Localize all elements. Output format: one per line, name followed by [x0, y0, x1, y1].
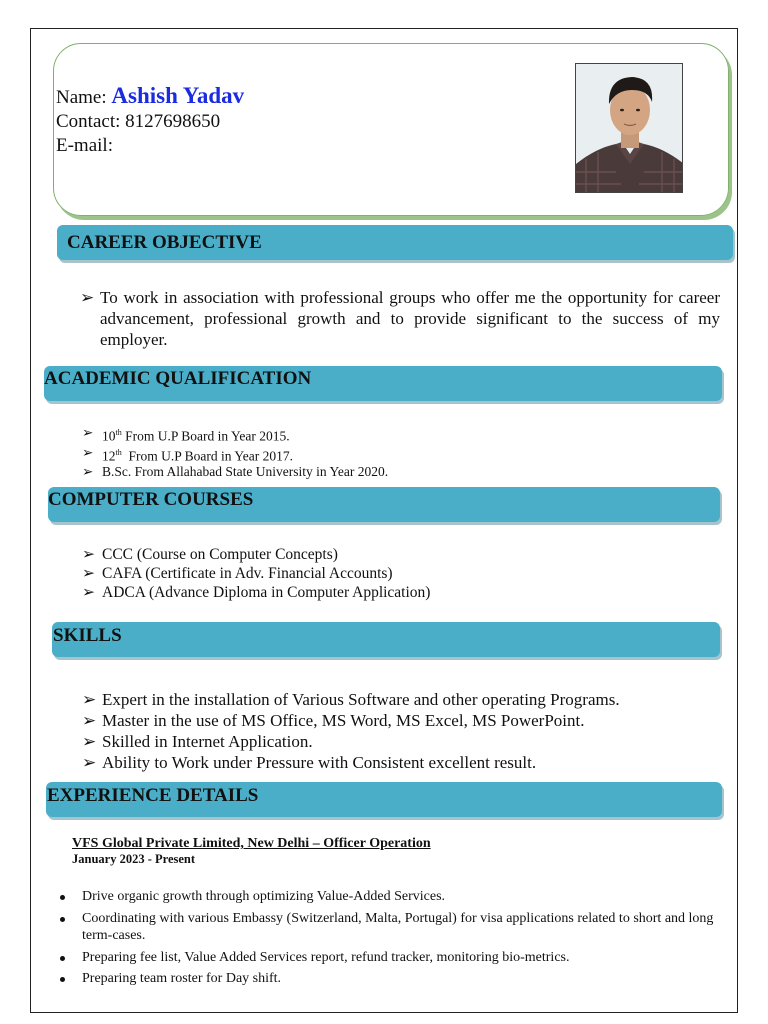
list-item	[60, 910, 740, 945]
bullet-dot-icon	[60, 956, 65, 961]
qualification-text: B.Sc. From Allahabad State University in Year 2020.	[102, 464, 389, 479]
academic-list	[82, 425, 682, 480]
list-item	[82, 425, 682, 445]
email-line	[56, 135, 113, 157]
profile-photo	[575, 63, 683, 193]
objective-text: To work in association with professional groups who offer me the opportunity for career advancement, professional growth and to provide significant to the success of my employer.	[100, 288, 720, 349]
list-item	[60, 888, 740, 906]
contact-label: Contact:	[56, 111, 121, 132]
skill-text: Skilled in Internet Application.	[102, 732, 313, 751]
qualification-suffix: th	[115, 447, 122, 457]
list-item	[82, 752, 702, 773]
arrow-bullet-icon: ➢	[80, 288, 95, 307]
skills-list	[82, 689, 702, 773]
skill-text: Expert in the installation of Various Software and other operating Programs.	[102, 690, 620, 709]
qualification-number: 10	[102, 428, 116, 444]
skill-text: Ability to Work under Pressure with Consistent excellent result.	[102, 753, 537, 772]
section-title-computer-courses: COMPUTER COURSES	[48, 489, 254, 510]
employment-period: January 2023 - Present	[72, 852, 196, 866]
section-title-skills: SKILLS	[53, 625, 122, 646]
list-item	[82, 564, 682, 583]
duty-text: Preparing team roster for Day shift.	[82, 971, 282, 986]
career-objective-list	[80, 287, 720, 350]
arrow-bullet-icon: ➢	[82, 464, 94, 479]
course-text: ADCA (Advance Diploma in Computer Application)	[102, 584, 431, 601]
arrow-bullet-icon: ➢	[82, 711, 97, 730]
arrow-bullet-icon: ➢	[82, 425, 94, 440]
contact-line	[56, 111, 220, 133]
arrow-bullet-icon: ➢	[82, 732, 97, 751]
list-item	[82, 583, 682, 602]
arrow-bullet-icon: ➢	[82, 753, 97, 772]
list-item	[60, 970, 740, 988]
list-item	[82, 689, 702, 710]
course-text: CAFA (Certificate in Adv. Financial Accounts)	[102, 565, 393, 582]
section-title-career-objective: CAREER OBJECTIVE	[67, 232, 262, 253]
list-item	[82, 731, 702, 752]
list-item	[80, 287, 720, 350]
duty-text: Coordinating with various Embassy (Switzerland, Malta, Portugal) for visa applications related to short and long term-cases.	[82, 910, 714, 943]
name-label: Name:	[56, 87, 107, 108]
arrow-bullet-icon: ➢	[82, 546, 95, 563]
bullet-dot-icon	[60, 895, 65, 900]
arrow-bullet-icon: ➢	[82, 584, 95, 601]
qualification-text: From U.P Board in Year 2015.	[125, 428, 290, 444]
computer-courses-list	[82, 545, 682, 602]
candidate-name: Ashish Yadav	[111, 83, 245, 108]
qualification-text: From U.P Board in Year 2017.	[128, 448, 293, 463]
section-title-academic: ACADEMIC QUALIFICATION	[44, 368, 312, 389]
qualification-suffix: th	[115, 428, 122, 437]
arrow-bullet-icon: ➢	[82, 690, 97, 709]
list-item	[82, 710, 702, 731]
skill-text: Master in the use of MS Office, MS Word, MS Excel, MS PowerPoint.	[102, 711, 585, 730]
bullet-dot-icon	[60, 977, 65, 982]
bullet-dot-icon	[60, 917, 65, 922]
portrait-image	[576, 64, 683, 193]
name-line	[56, 83, 244, 109]
qualification-number: 12	[102, 448, 116, 463]
experience-duties-list	[60, 888, 740, 992]
list-item	[82, 545, 682, 564]
list-item	[60, 949, 740, 967]
email-label: E-mail:	[56, 135, 113, 156]
list-item	[82, 464, 682, 480]
duty-text: Preparing fee list, Value Added Services report, refund tracker, monitoring bio-metrics.	[82, 949, 570, 965]
company-role: VFS Global Private Limited, New Delhi – Officer Operation	[72, 836, 431, 851]
arrow-bullet-icon: ➢	[82, 444, 94, 460]
list-item	[82, 445, 682, 465]
course-text: CCC (Course on Computer Concepts)	[102, 546, 338, 563]
duty-text: Drive organic growth through optimizing Value-Added Services.	[82, 889, 446, 904]
section-bar-skills	[52, 622, 720, 657]
arrow-bullet-icon: ➢	[82, 565, 95, 582]
section-title-experience: EXPERIENCE DETAILS	[47, 785, 259, 806]
contact-number: 8127698650	[125, 111, 221, 132]
